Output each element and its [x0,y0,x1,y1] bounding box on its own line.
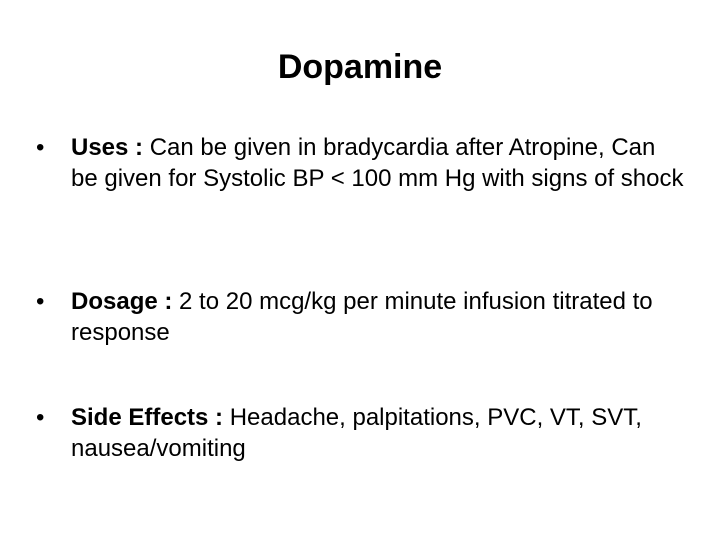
bullet-uses [36,132,686,194]
bullet-label: Side Effects : [71,404,224,431]
bullet-side-effects [36,402,686,464]
bullet-dot-icon: • [36,404,45,431]
bullet-text: 2 to 20 mcg/kg per minute infusion titrated to response [71,288,653,346]
bullet-content [36,402,686,464]
bullet-dosage [36,286,686,348]
slide-title: Dopamine [277,48,443,86]
bullet-label: Uses : [71,134,144,161]
bullet-content [36,132,686,194]
bullet-content [36,286,686,348]
bullet-text: Can be given in bradycardia after Atropine, Can be given for Systolic BP < 100 mm Hg with signs of shock [71,134,684,192]
bullet-dot-icon: • [36,134,45,161]
bullet-text: Headache, palpitations, PVC, VT, SVT, nausea/vomiting [71,404,642,462]
bullet-label: Dosage : [71,288,173,315]
bullet-dot-icon: • [36,288,45,315]
